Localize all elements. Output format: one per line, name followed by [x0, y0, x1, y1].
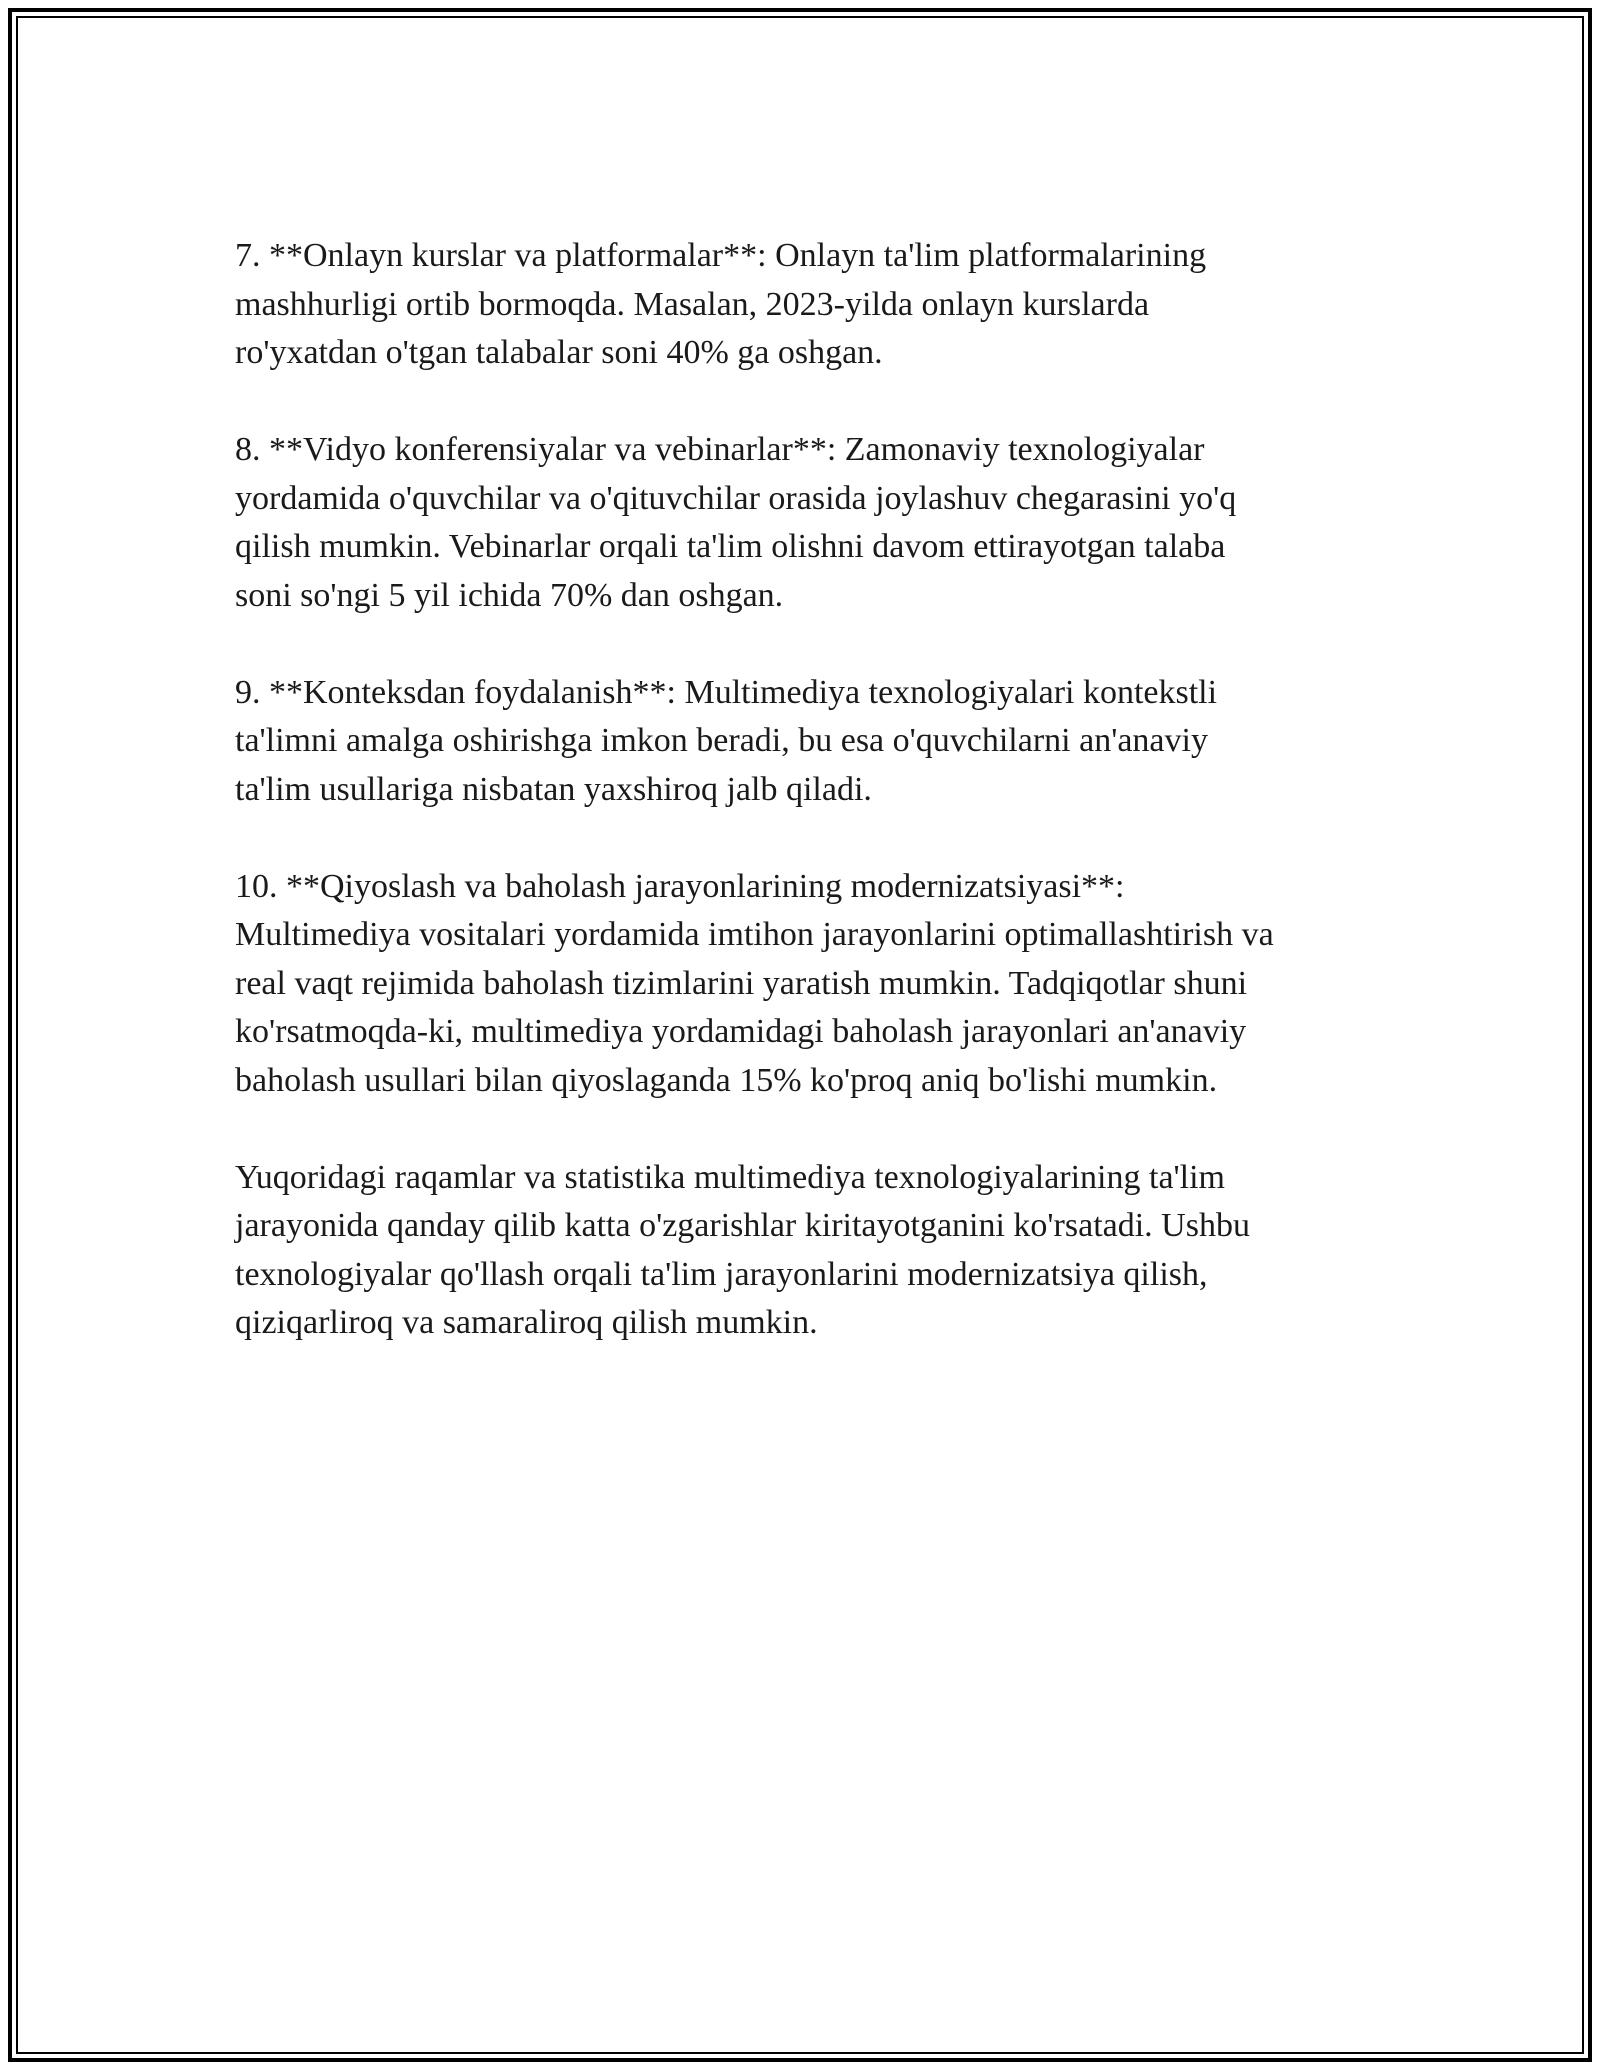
paragraph-assessment-modernization	[235, 863, 1365, 1106]
text-line: texnologiyalar qo'llash orqali ta'lim jarayonlarini modernizatsiya qilish,	[235, 1255, 1208, 1293]
text-line: ro'yxatdan o'tgan talabalar soni 40% ga oshgan.	[235, 334, 883, 371]
text-line: real vaqt rejimida baholash tizimlarini yaratish mumkin. Tadqiqotlar shuni	[235, 964, 1248, 1002]
text-line: 8. **Vidyo konferensiyalar va vebinarlar**: Zamonaviy texnologiyalar	[235, 431, 1205, 468]
paragraph-context-usage	[235, 669, 1365, 815]
text-line: ta'lim usullariga nisbatan yaxshiroq jalb qiladi.	[235, 770, 872, 808]
text-line: yordamida o'quvchilar va o'qituvchilar orasida joylashuv chegarasini yo'q	[235, 479, 1237, 517]
text-line: 10. **Qiyoslash va baholash jarayonlarining modernizatsiyasi**:	[235, 867, 1125, 905]
text-line: 7. **Onlayn kurslar va platformalar**: Onlayn ta'lim platformalarining	[235, 237, 1207, 274]
text-line: soni so'ngi 5 yil ichida 70% dan oshgan.	[235, 576, 784, 614]
text-line: ta'limni amalga oshirishga imkon beradi, bu esa o'quvchilarni an'anaviy	[235, 722, 1208, 759]
text-line: jarayonida qanday qilib katta o'zgarishlar kiritayotganini ko'rsatadi. Ushbu	[235, 1207, 1250, 1244]
text-line: qiziqarliroq va samaraliroq qilish mumkin.	[235, 1304, 818, 1341]
text-line: Yuqoridagi raqamlar va statistika multimediya texnologiyalarining ta'lim	[235, 1158, 1226, 1196]
text-line: Multimediya vositalari yordamida imtihon jarayonlarini optimallashtirish va	[235, 916, 1274, 953]
paragraph-conclusion	[235, 1154, 1365, 1348]
document-body	[235, 232, 1365, 1396]
text-line: qilish mumkin. Vebinarlar orqali ta'lim olishni davom ettirayotgan talaba	[235, 528, 1226, 565]
text-line: baholash usullari bilan qiyoslaganda 15% ko'proq aniq bo'lishi mumkin.	[235, 1061, 1218, 1099]
text-line: 9. **Konteksdan foydalanish**: Multimediya texnologiyalari kontekstli	[235, 673, 1218, 711]
paragraph-video-conferences	[235, 426, 1365, 620]
text-line: mashhurligi ortib bormoqda. Masalan, 2023-yilda onlayn kurslarda	[235, 285, 1150, 323]
text-line: ko'rsatmoqda-ki, multimediya yordamidagi baholash jarayonlari an'anaviy	[235, 1013, 1247, 1050]
paragraph-online-courses	[235, 232, 1365, 378]
